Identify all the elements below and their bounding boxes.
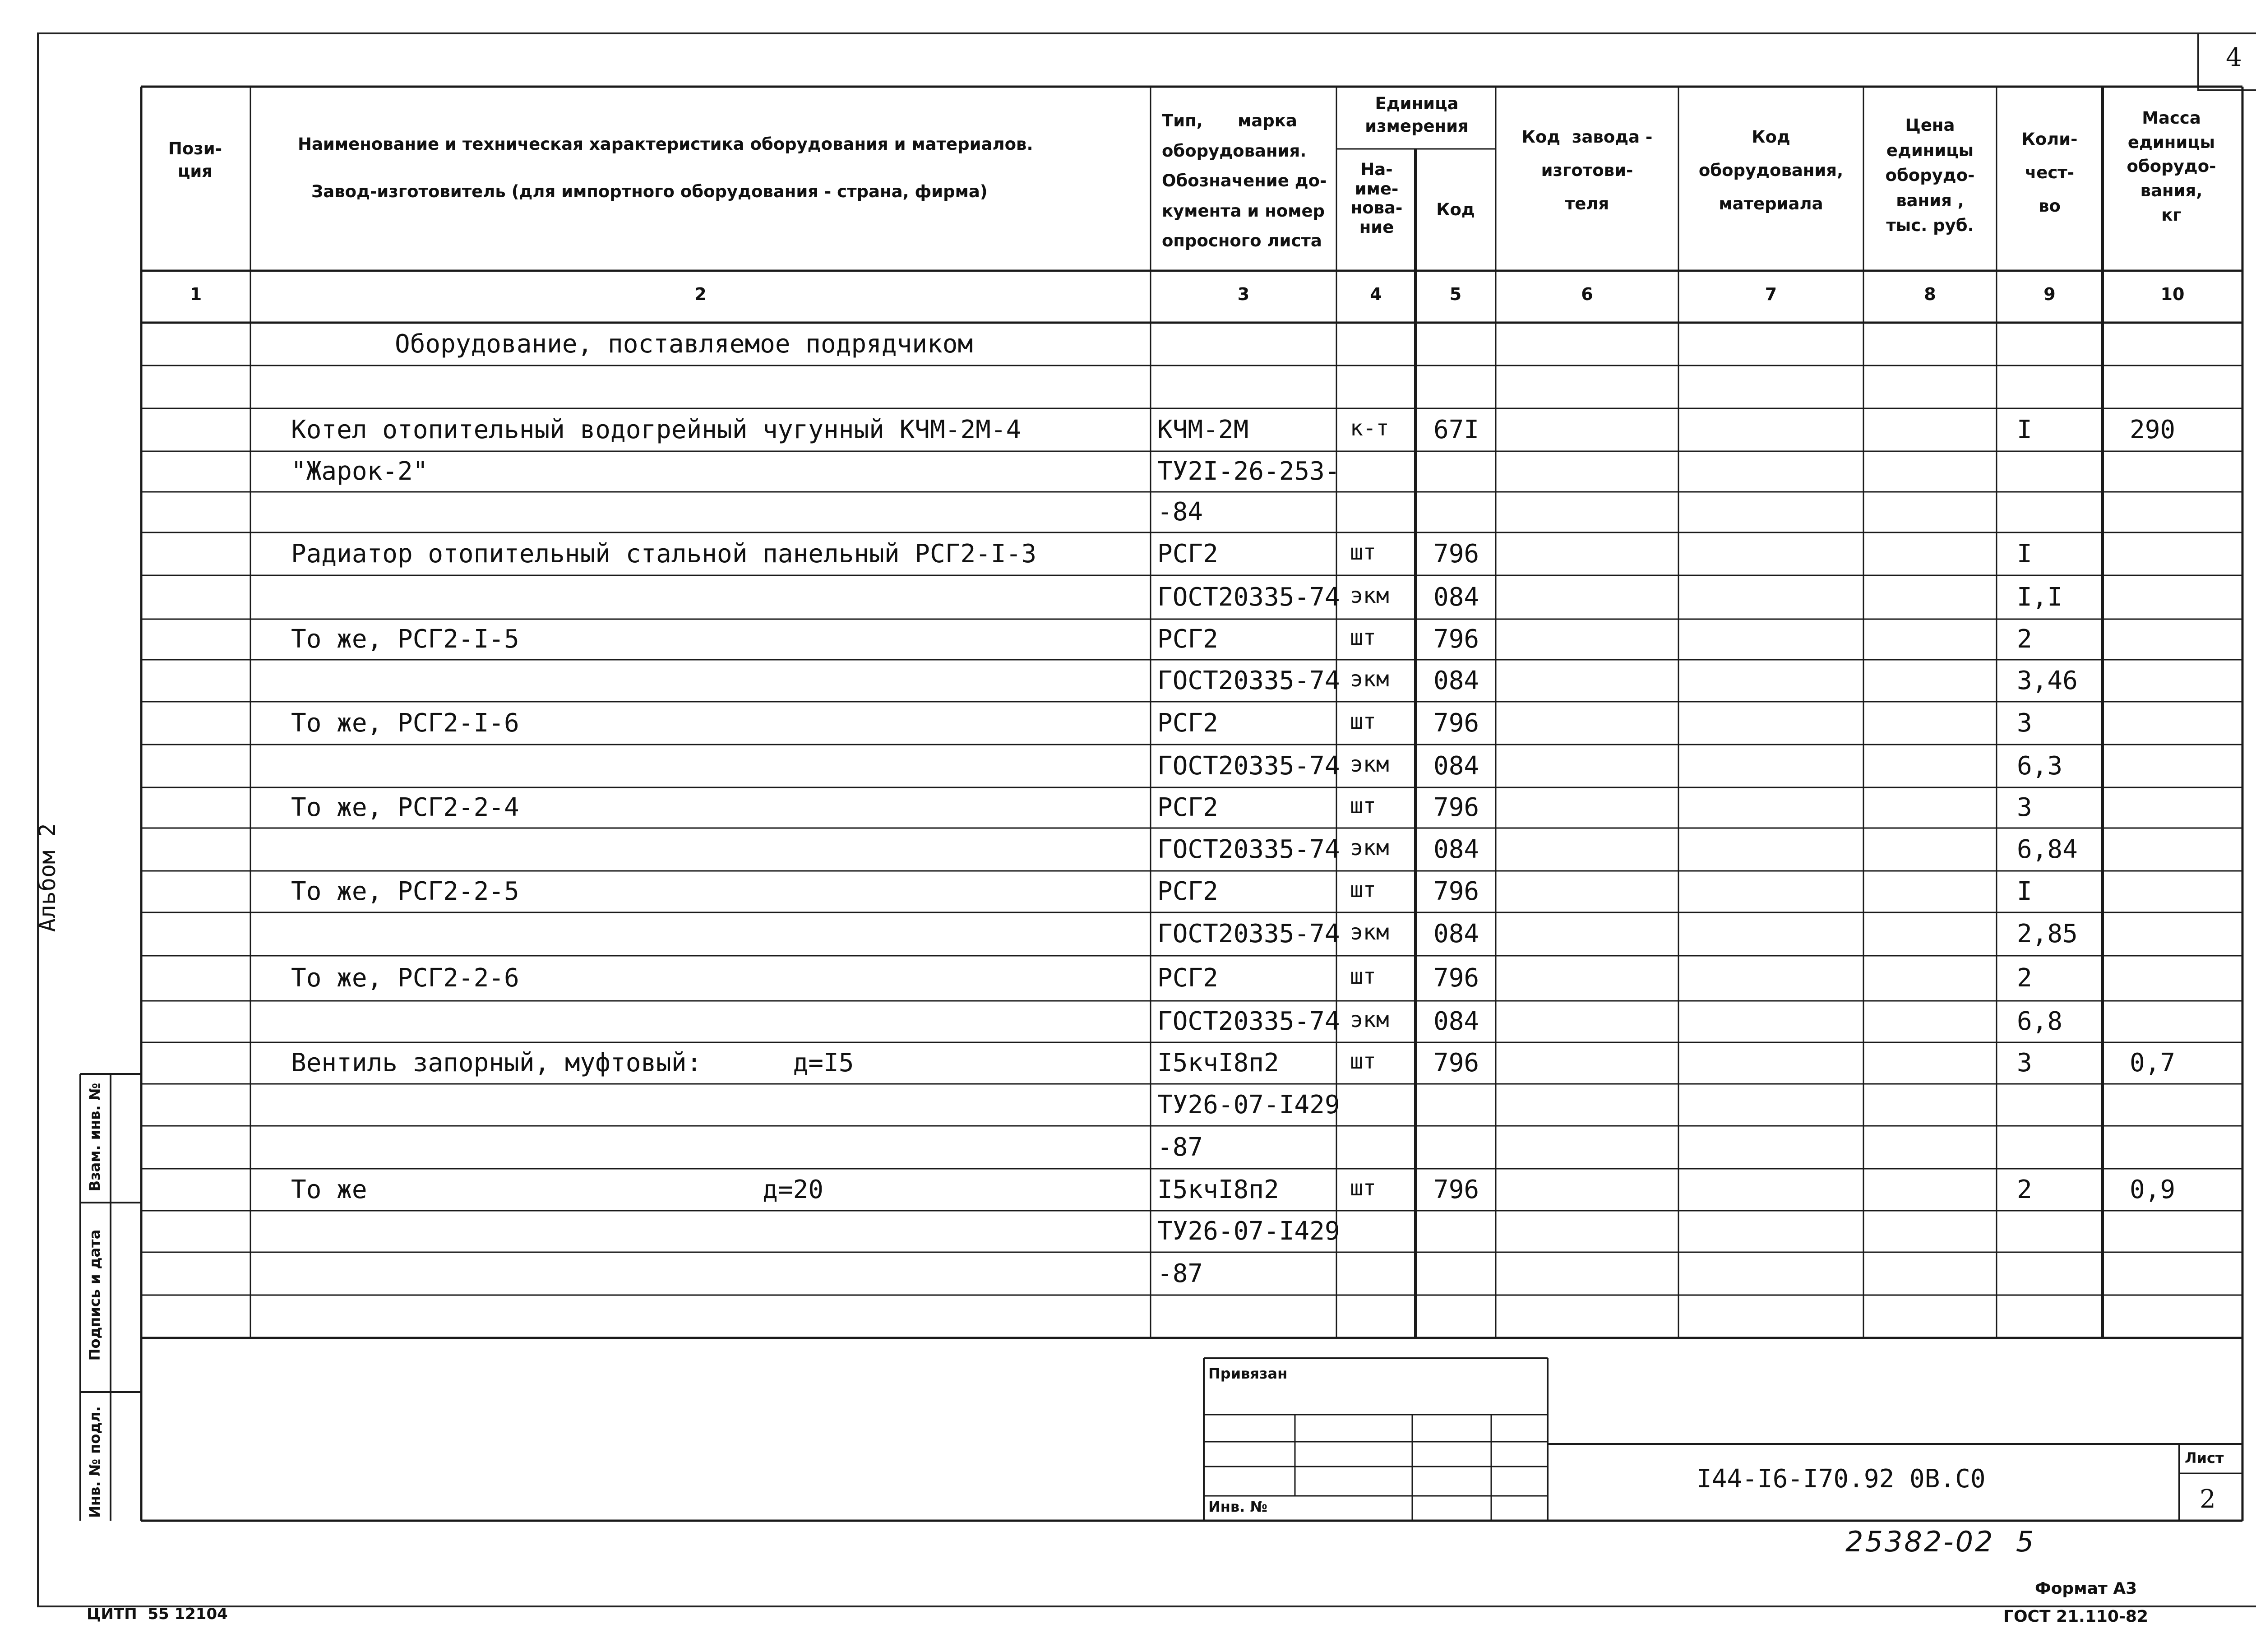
row-20-c3: -87 xyxy=(1157,1132,1203,1162)
page-number: 4 xyxy=(2226,43,2242,72)
format-label: Формат А3 xyxy=(2035,1579,2137,1598)
row-4-c3: ТУ2I-26-253- xyxy=(1157,457,1340,486)
row-13-c4: экм xyxy=(1350,835,1389,861)
column-number-5: 5 xyxy=(1449,284,1462,304)
row-10-c5: 796 xyxy=(1433,708,1479,738)
row-8-c2: То же, РСГ2-I-5 xyxy=(291,625,519,654)
header-type: Тип, марка оборудования. Обозначение до- кумента и номер опросного листа xyxy=(1162,111,1327,251)
header-unit: Единица измерения xyxy=(1365,94,1469,136)
row-15-c5: 084 xyxy=(1433,919,1479,949)
row-3-c4: к-т xyxy=(1350,415,1389,441)
column-number-7: 7 xyxy=(1765,284,1777,304)
row-3-c2: Котел отопительный водогрейный чугунный КЧМ-2М-4 xyxy=(291,415,1022,444)
column-number-4: 4 xyxy=(1370,284,1382,304)
row-10-c3: РСГ2 xyxy=(1157,708,1218,738)
row-6-c3: РСГ2 xyxy=(1157,539,1218,569)
row-3-c5: 67I xyxy=(1433,415,1479,444)
row-9-c4: экм xyxy=(1350,666,1389,692)
row-14-c5: 796 xyxy=(1433,877,1479,906)
row-18-c2: Вентиль запорный, муфтовый: д=I5 xyxy=(291,1048,854,1078)
handwritten-number: 25382-02 5 xyxy=(1845,1525,2036,1558)
row-17-c3: ГОСТ20335-74 xyxy=(1157,1007,1340,1036)
row-11-c3: ГОСТ20335-74 xyxy=(1157,751,1340,781)
column-number-3: 3 xyxy=(1237,284,1250,304)
stamp-vzam-inv: Взам. инв. № xyxy=(86,1083,103,1192)
row-8-c5: 796 xyxy=(1433,625,1479,654)
row-13-c5: 084 xyxy=(1433,834,1479,864)
document-code: I44-I6-I70.92 0B.C0 xyxy=(1697,1464,1986,1494)
header-unit-code: Код xyxy=(1436,200,1475,219)
row-16-c3: РСГ2 xyxy=(1157,963,1218,993)
column-number-1: 1 xyxy=(190,284,202,304)
row-21-c2: То же д=20 xyxy=(291,1175,824,1204)
row-6-c5: 796 xyxy=(1433,539,1479,569)
row-10-c2: То же, РСГ2-I-6 xyxy=(291,708,519,738)
row-12-c9: 3 xyxy=(2017,793,2032,822)
row-21-c4: шт xyxy=(1350,1175,1376,1201)
header-name-line1: Наименование и техническая характеристика оборудования и материалов. xyxy=(298,134,1033,154)
row-19-c3: ТУ26-07-I429 xyxy=(1157,1090,1340,1120)
header-position: Пози- ция xyxy=(168,139,222,181)
header-mass: Масса единицы оборудо- вания, кг xyxy=(2127,108,2216,225)
row-3-c3: КЧМ-2М xyxy=(1157,415,1249,444)
gost-label: ГОСТ 21.110-82 xyxy=(2003,1607,2149,1626)
row-18-c5: 796 xyxy=(1433,1048,1479,1078)
row-12-c4: шт xyxy=(1350,793,1376,819)
row-4-c2: "Жарок-2" xyxy=(291,457,428,486)
row-11-c9: 6,3 xyxy=(2017,751,2063,781)
row-21-c5: 796 xyxy=(1433,1175,1479,1204)
stamp-inv-original: Инв. № подл. xyxy=(86,1406,103,1518)
header-unit-name: На- име- нова- ние xyxy=(1350,160,1403,237)
row-21-c3: I5кчI8п2 xyxy=(1157,1175,1279,1204)
row-7-c3: ГОСТ20335-74 xyxy=(1157,582,1340,612)
row-15-c4: экм xyxy=(1350,920,1389,945)
row-7-c9: I,I xyxy=(2017,582,2063,612)
row-7-c5: 084 xyxy=(1433,582,1479,612)
column-number-8: 8 xyxy=(1924,284,1936,304)
sheet-label: Лист xyxy=(2185,1449,2224,1467)
row-16-c5: 796 xyxy=(1433,963,1479,993)
sheet-number: 2 xyxy=(2200,1485,2216,1514)
row-16-c4: шт xyxy=(1350,964,1376,989)
row-12-c5: 796 xyxy=(1433,793,1479,822)
row-13-c3: ГОСТ20335-74 xyxy=(1157,834,1340,864)
row-14-c3: РСГ2 xyxy=(1157,877,1218,906)
row-14-c4: шт xyxy=(1350,877,1376,902)
header-quantity: Коли- чест- во xyxy=(2021,130,2078,216)
header-factory-code: Код завода - изготови- теля xyxy=(1521,127,1653,213)
stamp-signature-date: Подпись и дата xyxy=(86,1229,103,1361)
row-13-c9: 6,84 xyxy=(2017,834,2078,864)
header-equipment-code: Код оборудования, материала xyxy=(1698,127,1844,213)
row-16-c2: То же, РСГ2-2-6 xyxy=(291,963,519,993)
row-18-c4: шт xyxy=(1350,1049,1376,1074)
row-8-c3: РСГ2 xyxy=(1157,625,1218,654)
row-18-c3: I5кчI8п2 xyxy=(1157,1048,1279,1078)
row-9-c9: 3,46 xyxy=(2017,666,2078,695)
row-23-c3: -87 xyxy=(1157,1259,1203,1288)
row-14-c9: I xyxy=(2017,877,2032,906)
column-number-10: 10 xyxy=(2160,284,2185,304)
row-6-c4: шт xyxy=(1350,539,1376,565)
row-18-c10: 0,7 xyxy=(2130,1048,2176,1078)
row-21-c9: 2 xyxy=(2017,1175,2032,1204)
row-3-c9: I xyxy=(2017,415,2032,444)
header-price: Цена единицы оборудо- вания , тыс. руб. xyxy=(1885,116,1975,235)
column-number-6: 6 xyxy=(1581,284,1593,304)
printer-label: ЦИТП 55 12104 xyxy=(87,1605,228,1623)
header-name-line2: Завод-изготовитель (для импортного оборудования - страна, фирма) xyxy=(311,182,988,201)
album-label: Альбом 2 xyxy=(34,823,60,932)
column-number-9: 9 xyxy=(2043,284,2056,304)
row-3-c10: 290 xyxy=(2130,415,2176,444)
bound-label: Привязан xyxy=(1208,1365,1288,1382)
row-18-c9: 3 xyxy=(2017,1048,2032,1078)
row-14-c2: То же, РСГ2-2-5 xyxy=(291,877,519,906)
row-21-c10: 0,9 xyxy=(2130,1175,2176,1204)
row-7-c4: экм xyxy=(1350,583,1389,608)
row-11-c5: 084 xyxy=(1433,751,1479,781)
row-8-c9: 2 xyxy=(2017,625,2032,654)
row-17-c5: 084 xyxy=(1433,1007,1479,1036)
row-6-c9: I xyxy=(2017,539,2032,569)
column-number-2: 2 xyxy=(694,284,707,304)
row-22-c3: ТУ26-07-I429 xyxy=(1157,1217,1340,1246)
row-11-c4: экм xyxy=(1350,751,1389,777)
row-17-c9: 6,8 xyxy=(2017,1007,2063,1036)
row-1-c2: Оборудование, поставляемое подрядчиком xyxy=(395,329,973,359)
row-17-c4: экм xyxy=(1350,1007,1389,1032)
row-12-c2: То же, РСГ2-2-4 xyxy=(291,793,519,822)
row-10-c4: шт xyxy=(1350,708,1376,734)
row-10-c9: 3 xyxy=(2017,708,2032,738)
row-15-c9: 2,85 xyxy=(2017,919,2078,949)
row-6-c2: Радиатор отопительный стальной панельный РСГ2-I-3 xyxy=(291,539,1037,569)
row-16-c9: 2 xyxy=(2017,963,2032,993)
inv-no-label: Инв. № xyxy=(1208,1498,1267,1515)
row-5-c3: -84 xyxy=(1157,497,1203,527)
row-8-c4: шт xyxy=(1350,625,1376,650)
row-15-c3: ГОСТ20335-74 xyxy=(1157,919,1340,949)
row-12-c3: РСГ2 xyxy=(1157,793,1218,822)
row-9-c3: ГОСТ20335-74 xyxy=(1157,666,1340,695)
row-9-c5: 084 xyxy=(1433,666,1479,695)
